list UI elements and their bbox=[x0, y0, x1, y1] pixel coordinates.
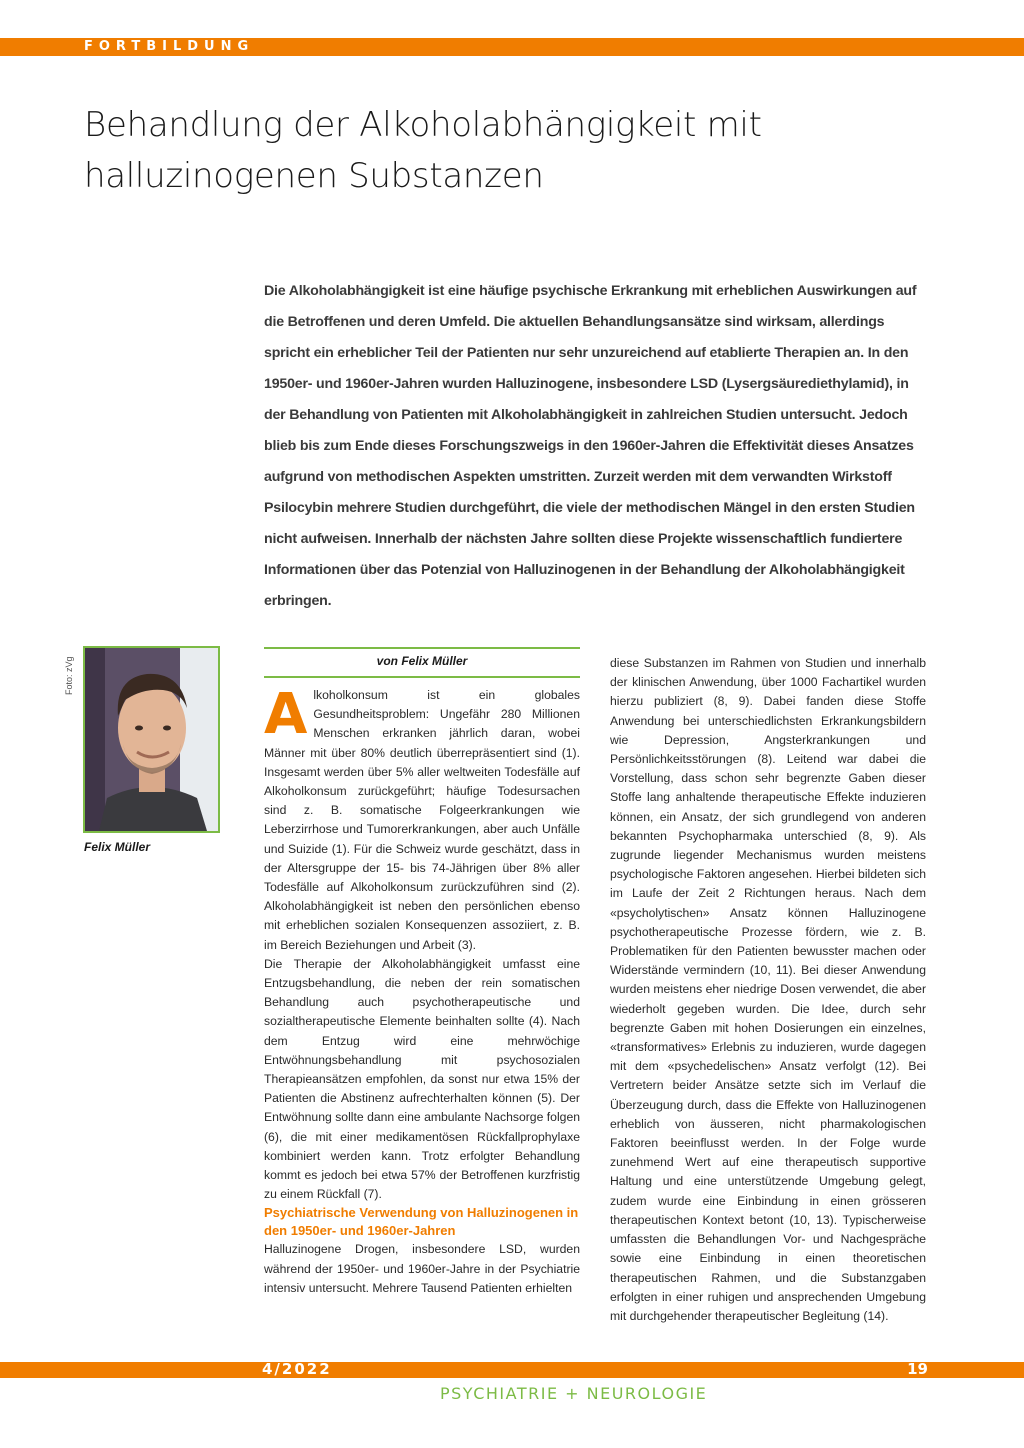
journal-name: PSYCHIATRIE + NEUROLOGIE bbox=[440, 1384, 708, 1403]
page-number: 19 bbox=[907, 1360, 928, 1378]
section-subheading: Psychiatrische Verwendung von Halluzinogenen in den 1950er- und 1960er-Jahren bbox=[264, 1205, 579, 1239]
body-paragraph-1 bbox=[264, 682, 580, 955]
body-paragraph-3-continued: diese Substanzen im Rahmen von Studien und innerhalb der klinischen Anwendung, über 1000 Fachartikel wurden hierzu publiziert (8, 9). Dabei fanden diese Stoffe Anwendung bei unterschiedlichsten Erkrankungsbildern wie Depression, Angsterkrankungen und Persönlichkeitsstörungen (8). Leitend war dabei die Vorstellung, dass schon sehr begrenzte Gaben dieser Stoffe lang anhaltende therapeutische Effekte induzieren können, ein Ansatz, der sich grundlegend von anderen bekannten Psychopharmaka unterschied (8, 9). Als zugrunde liegender Mechanismus wurden meistens psychologische Faktoren angesehen. Hierbei bildeten sich im Laufe der Zeit 2 Richtungen heraus. Nach dem «psycholytischen» Ansatz können Halluzinogene psychotherapeutische Prozesse fördern, wie z. B. Problematiken für den Patienten bewusster machen oder Widerstände vermindern (10, 11). Bei dieser Anwendung wurden meistens eher niedrige Dosen verwendet, die aber wiederholt gegeben wurden. Die Idee, durch sehr begrenzte Gaben mit hohen Dosierungen ein einzelnes, «transformatives» Erlebnis zu induzieren, wurde dagegen mit dem «psychedelischen» Ansatz verfolgt (12). Bei Vertretern beider Ansätze setzte sich im Verlauf die Überzeugung durch, dass die Effekte von Halluzinogenen erheblich von äusseren, nicht pharmakologischen Faktoren beeinflusst werden. In der Folge wurde zunehmend Wert auf eine therapeutisch supportive Haltung und eine unterstützende Umgebung gelegt, zudem wurde eine Einbindung in einen grösseren therapeutischen Kontext betont (10, 13). Typischerweise umfassten die Behandlungen Vor- und Nachgespräche sowie eine Einbindung in einen theoretischen therapeutischen Rahmen, und die Substanzgaben erfolgten in einer ruhigen und ansprechenden Umgebung mit durchgehender therapeutischer Begleitung (14). bbox=[610, 656, 926, 1323]
footer-bar bbox=[0, 1362, 1024, 1378]
article-title bbox=[84, 100, 964, 202]
body-paragraph-2: Die Therapie der Alkoholabhängigkeit umfasst eine Entzugsbehandlung, die neben der rein somatischen Behandlung auch psychotherapeutische und sozialtherapeutische Elemente beinhalten sollte (4). Nach dem Entzug wird eine mehrwöchige Entwöhnungsbehandlung mit psychosozialen Therapieansätzen empfohlen, da sonst nur etwa 15% der Patienten die Abstinenz aufrechterhalten können (5). Der Entwöhnung sollte dann eine ambulante Nachsorge folgen (6), die mit einer medikamentösen Rückfallprophylaxe kombiniert werden kann. Trotz erfolgter Behandlung kommt es jedoch bei etwa 57% der Betroffenen kurzfristig zu einem Rückfall (7). bbox=[264, 956, 580, 1202]
body-column-right bbox=[610, 654, 926, 1326]
issue-number: 4/2022 bbox=[262, 1360, 332, 1378]
title-line-2: halluzinogenen Substanzen bbox=[84, 156, 544, 196]
dropcap: A bbox=[264, 682, 308, 747]
body-paragraph-1-text: lkoholkonsum ist ein globales Gesundheitsproblem: Ungefähr 280 Millionen Menschen erkranken jährlich daran, wobei Männer mit über 80% deutlich überrepräsentiert sind (1). Insgesamt werden über 5% aller weltweiten Todesfälle auf Alkoholkonsum zurückgeführt; häufige Todesursachen sind z. B. somatische Folgeerkrankungen wie Leberzirrhose und Tumorerkrankungen, aber auch Unfälle und Suizide (1). Für die Schweiz wurde geschätzt, dass in der Altersgruppe der 15- bis 74-Jährigen über 8% aller Todesfälle auf Alkoholkonsum zurückzuführen sind (2). Alkoholabhängigkeit ist neben den persönlichen ebenso mit erheblichen sozialen Konsequenzen assoziiert, z. B. im Bereich Beziehungen und Arbeit (3). bbox=[264, 688, 580, 952]
portrait-caption: Felix Müller bbox=[84, 840, 151, 854]
photo-credit: Foto: zVg bbox=[64, 656, 74, 695]
title-line-1: Behandlung der Alkoholabhängigkeit mit bbox=[84, 105, 762, 145]
byline: von Felix Müller bbox=[376, 654, 468, 668]
body-column-left bbox=[264, 682, 580, 1298]
section-label: FORTBILDUNG bbox=[84, 39, 255, 54]
lead-paragraph: Die Alkoholabhängigkeit ist eine häufige psychische Erkrankung mit erheblichen Auswirkungen auf die Betroffenen und deren Umfeld. Die aktuellen Behandlungsansätze sind wirksam, allerdings spricht ein erheblicher Teil der Patienten nur sehr unzureichend auf etablierte Therapien an. In den 1950er- und 1960er-Jahren wurden Halluzinogene, insbesondere LSD (Lysergsäurediethylamid), in der Behandlung von Patienten mit Alkoholabhängigkeit in zahlreichen Studien untersucht. Jedoch blieb bis zum Ende dieses Forschungszweigs in den 1960er-Jahren die Effektivität dieses Ansatzes aufgrund von methodischen Aspekten umstritten. Zurzeit werden mit dem verwandten Wirkstoff Psilocybin mehrere Studien durchgeführt, die viele der methodischen Mängel in den ersten Studien nicht aufweisen. Innerhalb der nächsten Jahre sollten diese Projekte wissenschaftlich fundiertere Informationen über das Potenzial von Halluzinogenen in der Behandlung der Alkoholabhängigkeit erbringen. bbox=[264, 283, 917, 609]
byline-rule-bottom bbox=[264, 676, 580, 678]
author-portrait bbox=[83, 646, 220, 833]
body-paragraph-3: Halluzinogene Drogen, insbesondere LSD, wurden während der 1950er- und 1960er-Jahre in der Psychiatrie intensiv untersucht. Mehrere Tausend Patienten erhielten bbox=[264, 1242, 580, 1295]
byline-rule-top bbox=[264, 647, 580, 649]
